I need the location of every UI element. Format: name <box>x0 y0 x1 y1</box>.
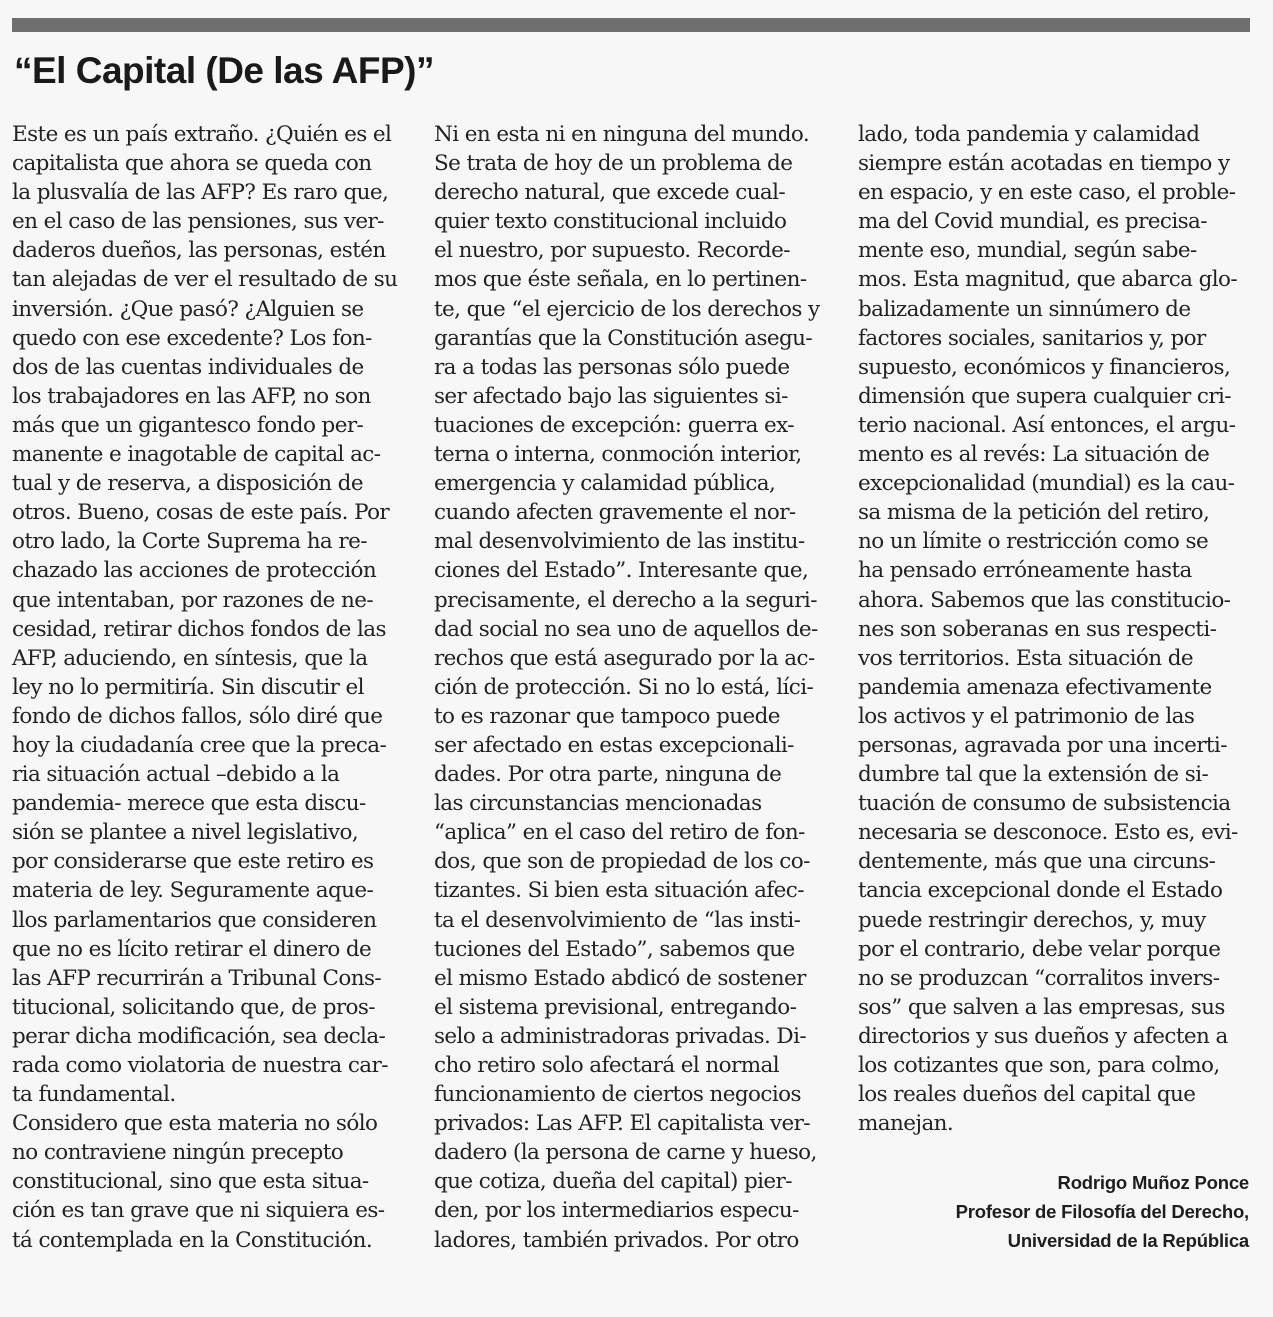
column-1-line: Considero que esta materia no sólo <box>12 1111 378 1137</box>
column-1-line: sión se plantee a nivel legislativo, <box>12 820 359 846</box>
column-1-line: no contraviene ningún precepto <box>12 1140 344 1166</box>
column-1-line: daderos dueños, las personas, estén <box>12 238 386 264</box>
column-3-line: balizadamente un sinnúmero de <box>858 296 1191 322</box>
column-1-line: chazado las acciones de protección <box>12 558 377 584</box>
text-column-1 <box>12 120 412 1255</box>
column-1-line: titucional, solicitando que, de pros- <box>12 994 375 1020</box>
column-1-line: pandemia- merece que esta discu- <box>12 791 366 817</box>
column-3-line: necesaria se desconoce. Esto es, evi- <box>858 820 1238 846</box>
column-3-line: personas, agravada por una incerti- <box>858 732 1227 758</box>
column-1-line: en el caso de las pensiones, sus ver- <box>12 209 384 235</box>
column-3-line: directorios y sus dueños y afecten a <box>858 1023 1228 1049</box>
column-1-line: los trabajadores en las AFP, no son <box>12 383 371 409</box>
column-3-line: dentemente, más que una circuns- <box>858 849 1216 875</box>
column-2-line: to es razonar que tampoco puede <box>434 703 780 729</box>
column-3-line: pandemia amenaza efectivamente <box>858 674 1212 700</box>
column-1-line: Este es un país extraño. ¿Quién es el <box>12 122 392 147</box>
column-1-line: las AFP recurrirán a Tribunal Cons- <box>12 965 382 991</box>
column-2-line: cho retiro solo afectará el normal <box>434 1053 779 1078</box>
column-1-line: manente e inagotable de capital ac- <box>12 442 381 468</box>
column-2-line: ser afectado en estas excepcionali- <box>434 732 794 758</box>
column-2-line: ladores, también privados. Por otro <box>434 1227 799 1253</box>
column-2-line: quier texto constitucional incluido <box>434 209 787 235</box>
column-2-line: rechos que está asegurado por la ac- <box>434 645 815 671</box>
column-1-line: tual y de reserva, a disposición de <box>12 471 363 497</box>
column-3-line: tuación de consumo de subsistencia <box>858 791 1231 817</box>
column-2-line: Se trata de hoy de un problema de <box>434 151 793 177</box>
column-3-line: lado, toda pandemia y calamidad <box>858 122 1200 147</box>
column-2-line: las circunstancias mencionadas <box>434 791 762 817</box>
column-2-line: dos, que son de propiedad de los co- <box>434 849 810 875</box>
column-1-line: tá contemplada en la Constitución. <box>12 1227 373 1253</box>
text-column-3 <box>858 120 1258 1138</box>
column-1-line: ley no lo permitiría. Sin discutir el <box>12 674 364 700</box>
column-2-line: el nuestro, por supuesto. Recorde- <box>434 238 790 264</box>
column-1-line: AFP, aduciendo, en síntesis, que la <box>12 645 368 671</box>
byline-institution: Universidad de la República <box>1007 1230 1249 1251</box>
column-2-line: dadero (la persona de carne y hueso, <box>434 1140 817 1166</box>
column-2-line: que cotiza, dueña del capital) pier- <box>434 1169 792 1195</box>
column-3-line: manejan. <box>858 1111 954 1137</box>
top-rule <box>12 18 1250 32</box>
column-3-line: sos” que salven a las empresas, sus <box>858 994 1225 1020</box>
column-2-line: ción de protección. Si no lo está, líci- <box>434 674 814 700</box>
column-1-line: otro lado, la Corte Suprema ha re- <box>12 529 367 555</box>
column-1-line: rada como violatoria de nuestra car- <box>12 1053 388 1078</box>
column-1-line: ria situación actual –debido a la <box>12 762 340 788</box>
column-3-line: ha pensado erróneamente hasta <box>858 558 1192 584</box>
column-3-line: supuesto, económicos y financieros, <box>858 354 1231 380</box>
column-2-line: tizantes. Si bien esta situación afec- <box>434 878 804 904</box>
column-2-line: dades. Por otra parte, ninguna de <box>434 762 782 788</box>
column-3-line: en espacio, y en este caso, el proble- <box>858 180 1236 206</box>
column-2-line: te, que “el ejercicio de los derechos y <box>434 296 820 322</box>
column-3-line: tancia excepcional donde el Estado <box>858 878 1223 904</box>
column-2-line: “aplica” en el caso del retiro de fon- <box>434 820 805 846</box>
column-3-line: ahora. Sabemos que las constitucio- <box>858 587 1231 613</box>
column-3-line: los reales dueños del capital que <box>858 1082 1196 1108</box>
article-title: “El Capital (De las AFP)” <box>14 50 434 91</box>
column-3-line: por el contrario, debe velar porque <box>858 936 1221 962</box>
column-2-line: den, por los intermediarios especu- <box>434 1198 799 1224</box>
column-2-line: privados: Las AFP. El capitalista ver- <box>434 1111 810 1137</box>
column-1-line: más que un gigantesco fondo per- <box>12 412 364 438</box>
column-3-line: factores sociales, sanitarios y, por <box>858 325 1206 351</box>
column-3-line: nes son soberanas en sus respecti- <box>858 616 1217 642</box>
column-1-line: perar dicha modificación, sea decla- <box>12 1023 386 1049</box>
byline-author: Rodrigo Muñoz Ponce <box>1057 1172 1249 1193</box>
column-2-line: garantías que la Constitución asegu- <box>434 325 813 351</box>
column-3-line: no se produzcan “corralitos invers- <box>858 965 1220 991</box>
column-2-line: el sistema previsional, entregando- <box>434 994 797 1020</box>
column-2-line: terna o interna, conmoción interior, <box>434 442 802 468</box>
column-1-line: fondo de dichos fallos, sólo diré que <box>12 703 383 729</box>
column-2-line: Ni en esta ni en ninguna del mundo. <box>434 122 810 147</box>
column-2-line: ra a todas las personas sólo puede <box>434 354 790 380</box>
column-3-line: mos. Esta magnitud, que abarca glo- <box>858 267 1238 293</box>
column-1-line: constitucional, sino que esta situa- <box>12 1169 369 1195</box>
column-1-line: que intentaban, por razones de ne- <box>12 587 374 613</box>
column-2-line: precisamente, el derecho a la seguri- <box>434 587 817 613</box>
column-1-line: por considerarse que este retiro es <box>12 849 374 875</box>
column-3-line: excepcionalidad (mundial) es la cau- <box>858 471 1235 497</box>
column-2-line: dad social no sea uno de aquellos de- <box>434 616 818 642</box>
text-column-2 <box>434 120 834 1255</box>
column-1-line: otros. Bueno, cosas de este país. Por <box>12 500 390 526</box>
column-1-line: cesidad, retirar dichos fondos de las <box>12 616 386 642</box>
column-1-line: dos de las cuentas individuales de <box>12 354 364 380</box>
column-2-line: mal desenvolvimiento de las institu- <box>434 529 805 555</box>
column-3-line: puede restringir derechos, y, muy <box>858 907 1206 933</box>
column-1-line: inversión. ¿Que pasó? ¿Alguien se <box>12 296 364 322</box>
column-1-line: capitalista que ahora se queda con <box>12 151 372 177</box>
column-3-line: mento es al revés: La situación de <box>858 442 1210 468</box>
column-3-line: terio nacional. Así entonces, el argu- <box>858 412 1236 438</box>
column-2-line: tuaciones de excepción: guerra ex- <box>434 412 794 438</box>
byline <box>956 1168 1249 1255</box>
column-2-line: mos que éste señala, en lo pertinen- <box>434 267 807 293</box>
byline-role: Profesor de Filosofía del Derecho, <box>955 1201 1249 1222</box>
column-3-line: dimensión que supera cualquier cri- <box>858 383 1231 409</box>
column-2-line: cuando afecten gravemente el nor- <box>434 500 796 526</box>
column-1-line: que no es lícito retirar el dinero de <box>12 936 372 962</box>
column-2-line: tuciones del Estado”, sabemos que <box>434 936 795 962</box>
column-1-line: quedo con ese excedente? Los fon- <box>12 325 372 351</box>
column-3-line: siempre están acotadas en tiempo y <box>858 151 1230 177</box>
column-2-line: ta el desenvolvimiento de “las insti- <box>434 907 801 933</box>
column-1-line: hoy la ciudadanía cree que la preca- <box>12 732 387 758</box>
column-2-line: emergencia y calamidad pública, <box>434 471 776 497</box>
column-3-line: los activos y el patrimonio de las <box>858 703 1195 729</box>
column-2-line: ciones del Estado”. Interesante que, <box>434 558 809 584</box>
column-3-line: sa misma de la petición del retiro, <box>858 500 1210 526</box>
column-2-line: selo a administradoras privadas. Di- <box>434 1023 807 1049</box>
column-1-line: materia de ley. Seguramente aque- <box>12 878 374 904</box>
column-1-line: tan alejadas de ver el resultado de su <box>12 267 398 293</box>
column-1-line: la plusvalía de las AFP? Es raro que, <box>12 180 389 206</box>
column-3-line: ma del Covid mundial, es precisa- <box>858 209 1207 235</box>
column-3-line: los cotizantes que son, para colmo, <box>858 1053 1220 1078</box>
column-2-line: funcionamiento de ciertos negocios <box>434 1082 801 1108</box>
column-1-line: ción es tan grave que ni siquiera es- <box>12 1198 385 1224</box>
column-2-line: ser afectado bajo las siguientes si- <box>434 383 788 409</box>
column-1-line: ta fundamental. <box>12 1082 176 1108</box>
column-1-line: llos parlamentarios que consideren <box>12 907 377 933</box>
column-3-line: mente eso, mundial, según sabe- <box>858 238 1197 264</box>
column-2-line: derecho natural, que excede cual- <box>434 180 786 206</box>
column-3-line: no un límite o restricción como se <box>858 529 1209 555</box>
column-3-line: dumbre tal que la extensión de si- <box>858 762 1209 788</box>
column-3-line: vos territorios. Esta situación de <box>858 645 1194 671</box>
column-2-line: el mismo Estado abdicó de sostener <box>434 965 806 991</box>
